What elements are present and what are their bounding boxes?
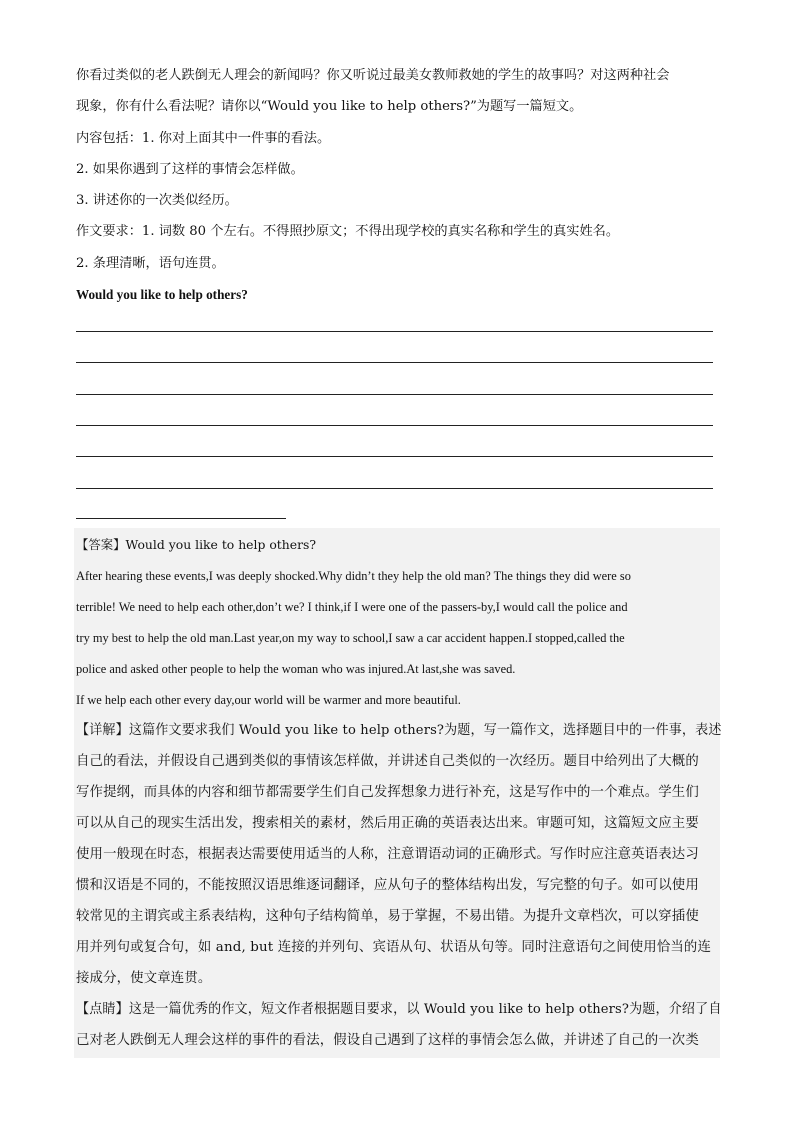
question-line: 2. 如果你遇到了这样的事情会怎样做。 <box>76 162 304 177</box>
answer-line: try my best to help the old man.Last year,on my way to school,I saw a car accident happen.I stopped,called the <box>76 631 625 645</box>
detail-line: 用并列句或复合句，如 and, but 连接的并列句、宾语从句、状语从句等。同时注意语句之间使用恰当的连 <box>76 940 711 955</box>
writing-line <box>76 331 713 332</box>
comment-line: 【点睛】这是一篇优秀的作文，短文作者根据题目要求，以 Would you like to help others?为题，介绍了自 <box>76 1002 722 1017</box>
writing-line <box>76 488 713 489</box>
detail-line: 写作提纲，而具体的内容和细节都需要学生们自己发挥想象力进行补充，这是写作中的一个难点。学生们 <box>76 785 699 800</box>
answer-line: After hearing these events,I was deeply shocked.Why didn’t they help the old man? The things they did were so <box>76 569 631 583</box>
detail-line: 使用一般现在时态，根据表达需要使用适当的人称，注意谓语动词的正确形式。写作时应注意英语表达习 <box>76 847 699 862</box>
question-line: 内容包括：1. 你对上面其中一件事的看法。 <box>76 131 331 146</box>
detail-line: 自己的看法，并假设自己遇到类似的事情该怎样做，并讲述自己类似的一次经历。题目中给列出了大概的 <box>76 754 699 769</box>
answer-heading: 【答案】Would you like to help others? <box>76 537 317 552</box>
comment-line: 己对老人跌倒无人理会这样的事件的看法，假设自己遇到了这样的事情会怎么做，并讲述了自己的一次类 <box>76 1033 699 1048</box>
question-line: 作文要求：1. 词数 80 个左右。不得照抄原文；不得出现学校的真实名称和学生的真实姓名。 <box>76 224 620 239</box>
detail-line: 接成分，使文章连贯。 <box>76 971 212 986</box>
detail-line: 惯和汉语是不同的，不能按照汉语思维逐词翻译，应从句子的整体结构出发，写完整的句子。如可以使用 <box>76 878 699 893</box>
answer-line: police and asked other people to help the woman who was injured.At last,she was saved. <box>76 662 516 676</box>
writing-line <box>76 362 713 363</box>
detail-line: 可以从自己的现实生活出发，搜索相关的素材，然后用正确的英语表达出来。审题可知，这篇短文应主要 <box>76 816 699 831</box>
essay-title: Would you like to help others? <box>76 287 248 302</box>
question-line: 你看过类似的老人跌倒无人理会的新闻吗？你又听说过最美女教师救她的学生的故事吗？对这两种社会 <box>76 68 670 83</box>
question-line: 3. 讲述你的一次类似经历。 <box>76 193 238 208</box>
writing-line <box>76 425 713 426</box>
detail-line: 【详解】这篇作文要求我们 Would you like to help others?为题，写一篇作文，选择题目中的一件事，表述 <box>76 723 722 738</box>
answer-line: terrible! We need to help each other,don’t we? I think,if I were one of the passers-by,I would call the police and <box>76 600 628 614</box>
question-line: 2. 条理清晰，语句连贯。 <box>76 256 225 271</box>
question-line: 现象，你有什么看法呢？请你以“Would you like to help others?”为题写一篇短文。 <box>76 99 583 114</box>
answer-line: If we help each other every day,our world will be warmer and more beautiful. <box>76 693 461 707</box>
writing-line <box>76 456 713 457</box>
writing-line <box>76 394 713 395</box>
detail-line: 较常见的主谓宾或主系表结构，这种句子结构简单，易于掌握，不易出错。为提升文章档次，可以穿插使 <box>76 909 699 924</box>
writing-line-short <box>76 518 286 519</box>
